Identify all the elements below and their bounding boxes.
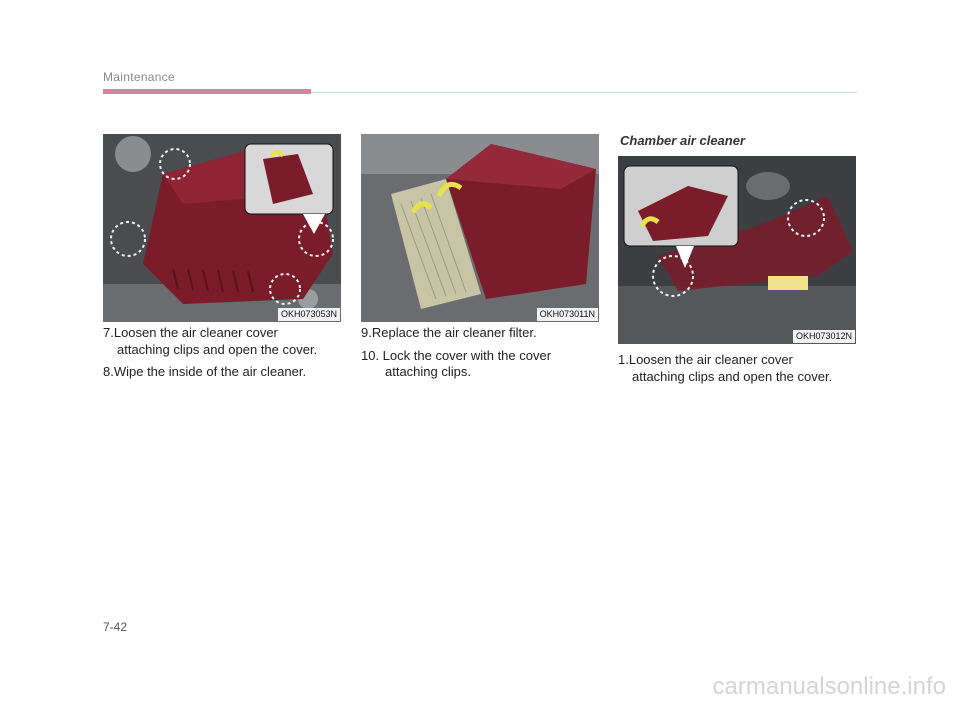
step-text-continued: attaching clips. xyxy=(385,364,471,379)
steps-column-2 xyxy=(361,325,599,387)
step-text: 1.Loosen the air cleaner cover xyxy=(618,352,793,367)
steps-column-3 xyxy=(618,352,856,391)
watermark-text: carmanualsonline.info xyxy=(712,673,946,700)
step-item xyxy=(361,325,599,342)
figure-code: OKH073011N xyxy=(537,308,598,321)
figure-air-cleaner-clips xyxy=(103,134,341,322)
step-text-continued: attaching clips and open the cover. xyxy=(632,368,833,384)
figure-filter-replace xyxy=(361,134,599,322)
step-item xyxy=(103,325,341,358)
page-number: 7-42 xyxy=(103,620,128,634)
header-divider xyxy=(311,92,857,93)
header-accent-bar xyxy=(103,89,311,94)
step-item xyxy=(103,364,341,381)
step-text: 9.Replace the air cleaner filter. xyxy=(361,325,537,340)
step-text: 10. Lock the cover with the cover xyxy=(361,347,552,363)
figure-code: OKH073053N xyxy=(278,308,340,321)
step-text-continued: attaching clips and open the cover. xyxy=(117,341,318,357)
step-item xyxy=(618,352,856,385)
steps-column-1 xyxy=(103,325,341,387)
section-title: Chamber air cleaner xyxy=(620,133,746,148)
step-item xyxy=(361,348,599,381)
figure-code: OKH073012N xyxy=(793,330,855,343)
section-header-title: Maintenance xyxy=(103,70,176,84)
figure-chamber-cleaner xyxy=(618,156,856,344)
step-text: 8.Wipe the inside of the air cleaner. xyxy=(103,364,307,379)
step-text: 7.Loosen the air cleaner cover xyxy=(103,325,278,340)
